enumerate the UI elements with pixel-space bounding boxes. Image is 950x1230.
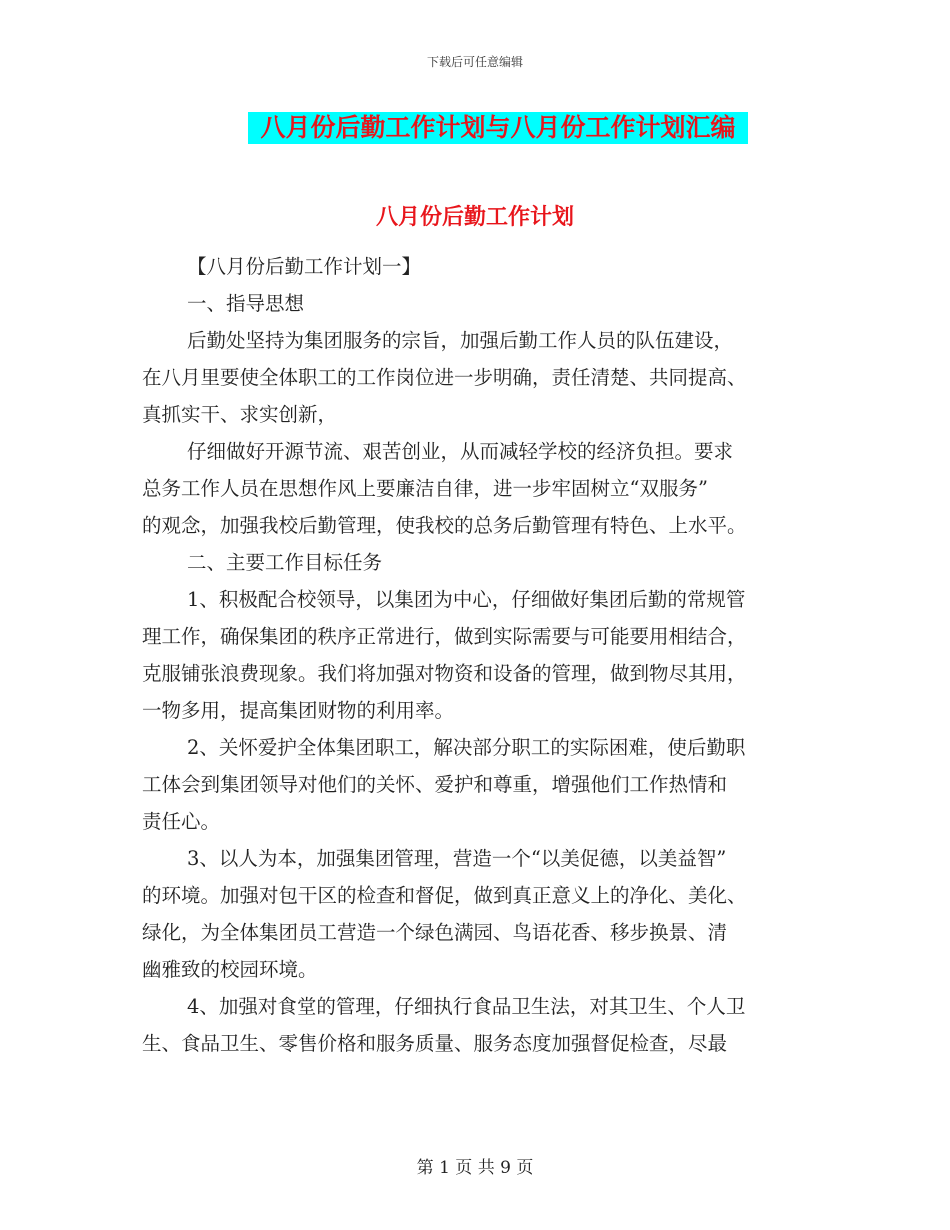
body-line: 后勤处坚持为集团服务的宗旨，加强后勤工作人员的队伍建设， [187,329,734,352]
body-line: 真抓实干、求实创新， [142,403,338,426]
body-line: 一物多用，提高集团财物的利用率。 [142,699,455,722]
body-line: 4、加强对食堂的管理，仔细执行食品卫生法，对其卫生、个人卫 [187,995,746,1018]
section-title: 八月份后勤工作计划 [375,205,574,230]
body-line: 在八月里要使全体职工的工作岗位进一步明确，责任清楚、共同提高、 [142,366,747,389]
body-line: 工体会到集团领导对他们的关怀、爱护和尊重，增强他们工作热情和 [142,773,728,796]
body-line: 1、积极配合校领导，以集团为中心，仔细做好集团后勤的常规管 [187,588,746,611]
body-line: 3、以人为本，加强集团管理，营造一个“以美促德，以美益智” [187,847,727,870]
body-line: 的观念，加强我校后勤管理，使我校的总务后勤管理有特色、上水平。 [142,514,747,537]
document-body [142,248,812,1062]
body-line: 理工作，确保集团的秩序正常进行，做到实际需要与可能要用相结合， [142,625,747,648]
body-line: 的环境。加强对包干区的检查和督促，做到真正意义上的净化、美化、 [142,884,747,907]
body-line: 【八月份后勤工作计划一】 [187,255,422,278]
body-line: 绿化，为全体集团员工营造一个绿色满园、鸟语花香、移步换景、清 [142,921,728,944]
body-line: 生、食品卫生、零售价格和服务质量、服务态度加强督促检查，尽最 [142,1032,728,1055]
body-line: 2、关怀爱护全体集团职工，解决部分职工的实际困难，使后勤职 [187,736,746,759]
header-note: 下载后可任意编辑 [426,55,523,69]
body-line: 仔细做好开源节流、艰苦创业，从而减轻学校的经济负担。要求 [187,440,734,463]
body-line: 幽雅致的校园环境。 [142,958,318,981]
body-line: 克服铺张浪费现象。我们将加强对物资和设备的管理，做到物尽其用， [142,662,747,685]
body-line: 总务工作人员在思想作风上要廉洁自律，进一步牢固树立“双服务” [142,477,708,500]
page-footer: 第 1 页 共 9 页 [416,1158,534,1178]
document-main-title: 八月份后勤工作计划与八月份工作计划汇编 [248,112,748,144]
body-line: 二、主要工作目标任务 [187,551,383,574]
body-line: 一、指导思想 [187,292,305,315]
body-line: 责任心。 [142,810,221,833]
